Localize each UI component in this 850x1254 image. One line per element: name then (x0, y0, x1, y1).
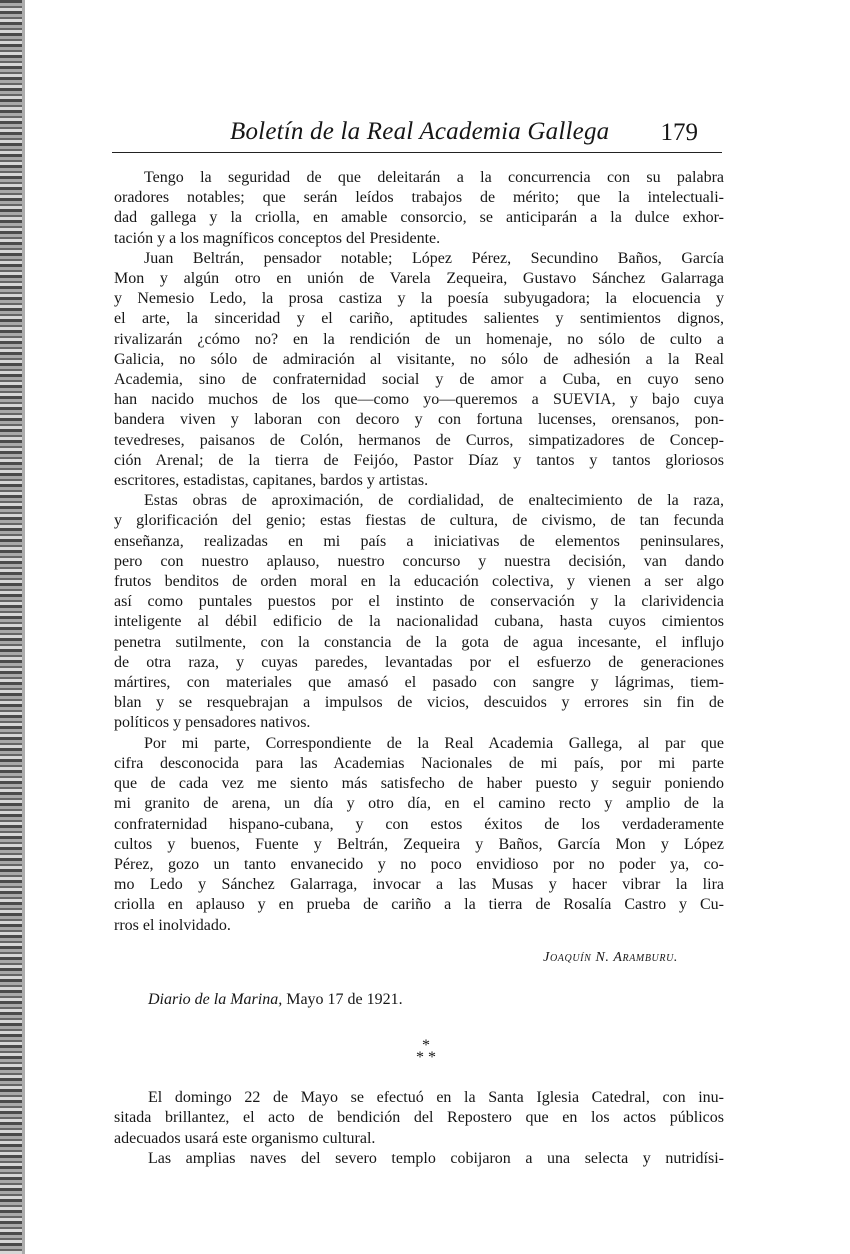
text-line: pero con nuestro aplauso, nuestro concurso y nuestra decisión, van dando (114, 552, 724, 570)
text-line: han nacido muchos de los que—como yo—queremos a SUEVIA, y bajo cuya (114, 391, 724, 409)
publication-date: Mayo 17 de 1921. (286, 990, 403, 1008)
text-line: Academia, sino de confraternidad social y de amor a Cuba, en cuyo seno (114, 371, 724, 389)
paragraph (114, 1149, 724, 1169)
text-line: así como puntales puestos por el instinto de conservación y la clarividencia (114, 593, 724, 611)
text-line: adecuados usará este organismo cultural. (114, 1129, 376, 1147)
page-number: 179 (660, 119, 698, 146)
book-binding-edge (0, 0, 22, 1254)
author-signature (114, 948, 678, 968)
text-line: rivalizarán ¿cómo no? en la rendición de un homenaje, no sólo de culto a (114, 330, 724, 348)
text-line: que de cada vez me siento más satisfecho de haber puesto y seguir poniendo (114, 775, 724, 793)
text-line: dad gallega y la criolla, en amable consorcio, se anticiparán a la dulce exhor- (114, 209, 724, 227)
text-line: Tengo la seguridad de que deleitarán a la concurrencia con su palabra (144, 169, 724, 186)
text-line: Estas obras de aproximación, de cordialidad, de enaltecimiento de la raza, (144, 492, 724, 510)
running-title: Boletín de la Real Academia Gallega (230, 118, 610, 145)
text-line: y glorificación del genio; estas fiestas de cultura, de civismo, de tan fecunda (114, 512, 724, 530)
paragraph (114, 249, 724, 491)
running-header (112, 118, 722, 153)
text-line: políticos y pensadores nativos. (114, 714, 311, 732)
text-line: mártires, con materiales que amasó el pasado con sangre y lágrimas, tiem- (114, 674, 724, 692)
asterism-top: * (422, 1037, 430, 1055)
publication-name: Diario de la Marina, (148, 990, 283, 1008)
asterism-bottom: * * (416, 1049, 436, 1067)
text-line: Pérez, gozo un tanto envanecido y no poco envidioso por no poder ya, co- (114, 855, 724, 873)
text-line: inteligente al débil edificio de la nacionalidad cubana, hasta cuyos cimientos (114, 613, 724, 631)
text-line: Mon y algún otro en unión de Varela Zequeira, Gustavo Sánchez Galarraga (114, 270, 724, 288)
text-line: Por mi parte, Correspondiente de la Real Academia Gallega, al par que (144, 734, 724, 752)
text-line: Galicia, no sólo de admiración al visitante, no sólo de adhesión a la Real (114, 350, 724, 368)
text-line: confraternidad hispano-cubana, y con estos éxitos de los verdaderamente (114, 815, 724, 833)
text-line: penetra sutilmente, con la constancia de la gota de agua incesante, el influjo (114, 633, 724, 651)
text-line: mi granito de arena, un día y otro día, en el camino recto y amplio de la (114, 795, 724, 813)
text-line: tevedreses, paisanos de Colón, hermanos de Curros, simpatizadores de Concep- (114, 431, 724, 449)
page-body (114, 168, 724, 1169)
text-line: El domingo 22 de Mayo se efectuó en la Santa Iglesia Catedral, con inu- (148, 1089, 724, 1107)
binding-shadow (22, 0, 25, 1254)
text-line: el arte, la sinceridad y el cariño, aptitudes salientes y sentimientos dignos, (114, 310, 724, 328)
text-line: criolla en aplauso y en prueba de cariño a la tierra de Rosalía Castro y Cu- (114, 896, 724, 914)
text-line: cultos y buenos, Fuente y Beltrán, Zequeira y Baños, García Mon y López (114, 835, 724, 853)
text-line: ción Arenal; de la tierra de Feijóo, Pastor Díaz y tantos y tantos gloriosos (114, 451, 724, 469)
text-line: bandera viven y laboran con decoro y con fortuna lucenses, orensanos, pon- (114, 411, 724, 429)
section-ornament (114, 1037, 724, 1067)
paragraph (114, 168, 724, 249)
text-line: y Nemesio Ledo, la prosa castiza y la poesía subyugadora; la elocuencia y (114, 290, 724, 308)
text-line: Las amplias naves del severo templo cobijaron a una selecta y nutridísi- (148, 1149, 724, 1167)
text-line: sitada brillantez, el acto de bendición del Repostero que en los actos públicos (114, 1109, 724, 1127)
text-line: tación y a los magníficos conceptos del Presidente. (114, 229, 441, 247)
text-line: rros el inolvidado. (114, 916, 231, 934)
paragraph (114, 1088, 724, 1149)
text-line: cifra desconocida para las Academias Nacionales de mi país, por mi parte (114, 754, 724, 772)
text-line: frutos benditos de orden moral en la educación colectiva, y vienen a ser algo (114, 573, 724, 591)
paragraph (114, 491, 724, 733)
signature-text: Joaquín N. Aramburu. (543, 949, 678, 965)
text-line: de otra raza, y cuyas paredes, levantadas por el esfuerzo de generaciones (114, 653, 724, 671)
text-line: mo Ledo y Sánchez Galarraga, invocar a las Musas y hacer vibrar la lira (114, 876, 724, 894)
text-line: oradores notables; que serán leídos trabajos de mérito; que la intelectuali- (114, 189, 724, 207)
text-line: escritores, estadistas, capitanes, bardos y artistas. (114, 472, 429, 490)
source-citation (148, 990, 724, 1010)
text-line: blan y se resquebrajan a impulsos de vicios, descuidos y errores sin fin de (114, 694, 724, 712)
text-line: enseñanza, realizadas en mi país a iniciativas de elementos peninsulares, (114, 532, 724, 550)
paragraph (114, 734, 724, 936)
text-line: Juan Beltrán, pensador notable; López Pérez, Secundino Baños, García (144, 249, 724, 267)
